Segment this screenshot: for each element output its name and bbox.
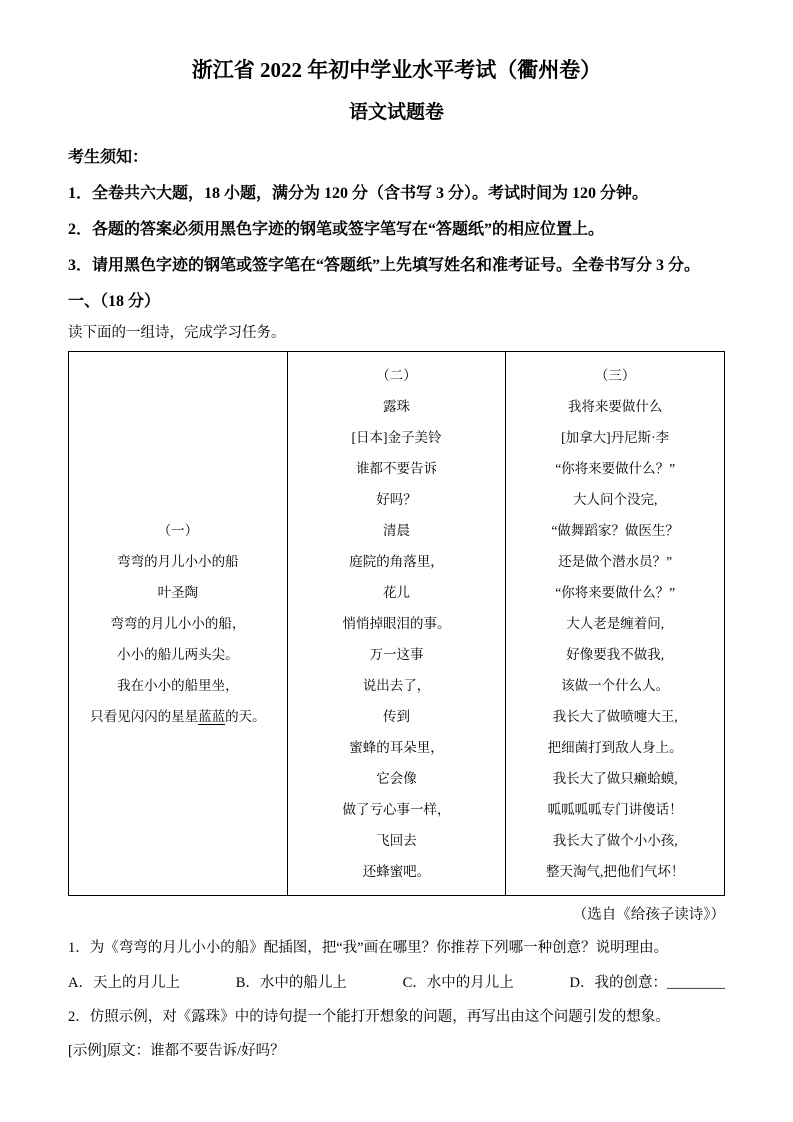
poem-line: 我将来要做什么: [567, 399, 663, 414]
poem-line: 谁都不要告诉: [356, 461, 437, 476]
poem-line: 蜜蜂的耳朵里，: [349, 740, 444, 755]
underlined-text: 蓝蓝: [198, 709, 226, 724]
option-C: C．水中的月儿上: [402, 975, 514, 991]
poem-line: 万一这事: [369, 647, 424, 662]
poem-line: 露珠: [383, 399, 410, 414]
poem-line: 该做一个什么人。: [561, 678, 670, 693]
poem-column-1: [69, 352, 288, 895]
example-line: [示例]原文：谁都不要告诉/好吗？: [68, 1043, 285, 1059]
question-2: 2．仿照示例，对《露珠》中的诗句提一个能打开想象的问题，再写出由这个问题引发的想象。: [68, 1009, 670, 1025]
poem-column-2: [288, 352, 507, 895]
poem-line: 悄悄掉眼泪的事。: [342, 616, 451, 631]
poem-line: 叶圣陶: [157, 585, 199, 600]
notice-item-3: 3．请用黑色字迹的钢笔或签字笔在“答题纸”上先填写姓名和准考证号。全卷书写分 3 分。: [68, 257, 701, 274]
poem-line: “你将来要做什么？”: [555, 461, 676, 476]
section-intro: 读下面的一组诗，完成学习任务。: [68, 325, 286, 341]
option-B: B．水中的船儿上: [235, 975, 347, 991]
poem-line: 我在小小的船里坐，: [117, 678, 239, 693]
poem-line: （三）: [594, 368, 636, 383]
page-title: 浙江省 2022 年初中学业水平考试（衢州卷）: [191, 58, 602, 82]
poem-line: 大人问个没完,: [572, 492, 658, 507]
poem-line: 只看见闪闪的星星蓝蓝的天。: [90, 709, 266, 724]
poem-line: 呱呱呱呱专门讲傻话！: [547, 802, 683, 817]
poem-line: 整天淘气,把他们气坏！: [545, 864, 685, 879]
notice-item-2: 2．各题的答案必须用黑色字迹的钢笔或签字笔写在“答题纸”的相应位置上。: [68, 221, 605, 238]
poem-line: 大人老是缠着问,: [566, 616, 665, 631]
poem-table: [68, 351, 725, 896]
option-A: A．天上的月儿上: [68, 975, 180, 991]
poem-line: 我长大了做只癞蛤蟆,: [552, 771, 678, 786]
poem-line: 弯弯的月儿小小的船，: [110, 616, 246, 631]
poem-line: [日本]金子美铃: [351, 430, 442, 445]
poem-line: 还是做个潜水员？”: [558, 554, 673, 569]
poem-line: [加拿大]丹尼斯·李: [561, 430, 670, 445]
poem-line: 把细菌打到敌人身上。: [547, 740, 683, 755]
poem-line: 我长大了做喷嚏大王,: [552, 709, 678, 724]
poem-line: 我长大了做个小小孩,: [552, 833, 678, 848]
poem-line: 做了亏心事一样，: [342, 802, 451, 817]
poem-line: 好像要我不做我,: [566, 647, 665, 662]
question-1: 1．为《弯弯的月儿小小的船》配插图，把“我”画在哪里？你推荐下列哪一种创意？说明理由。: [68, 940, 669, 956]
question-1-options: [68, 972, 725, 995]
section-heading: 一、（18 分）: [68, 293, 161, 310]
page-subtitle: 语文试题卷: [348, 102, 444, 123]
notice-heading: 考生须知：: [68, 149, 149, 166]
poem-line: 传到: [383, 709, 410, 724]
poem-line: 清晨: [383, 523, 410, 538]
source-attribution: （选自《给孩子读诗》）: [572, 907, 725, 923]
poem-line: 好吗？: [376, 492, 417, 507]
poem-line: 说出去了，: [362, 678, 431, 693]
poem-line: 花儿: [383, 585, 410, 600]
poem-line: 还蜂蜜吧。: [362, 864, 431, 879]
option-D: D．我的创意：________: [569, 975, 725, 991]
notice-item-1: 1．全卷共六大题，18 小题，满分为 120 分（含书写 3 分）。考试时间为 120 分钟。: [68, 185, 649, 202]
poem-line: 庭院的角落里，: [349, 554, 444, 569]
poem-line: “你将来要做什么？”: [555, 585, 676, 600]
poem-line: 飞回去: [376, 833, 417, 848]
poem-line: （一）: [157, 523, 199, 538]
poem-line: （二）: [376, 368, 417, 383]
poem-line: 小小的船儿两头尖。: [117, 647, 239, 662]
poem-column-3: [506, 352, 724, 895]
poem-line: 弯弯的月儿小小的船: [117, 554, 239, 569]
poem-line: “做舞蹈家？做医生？: [551, 523, 679, 538]
poem-line: 它会像: [376, 771, 417, 786]
